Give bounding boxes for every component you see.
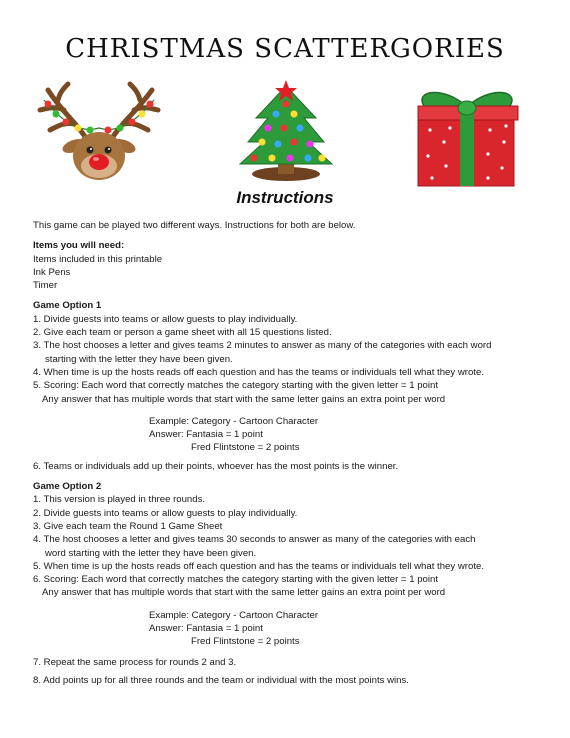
example-text: Example: Category - Cartoon Character [149,415,319,427]
list-item: 5. When time is up the hosts reads off each question and has the teams or individuals tell what they wrote. [33,560,484,572]
list-item: Any answer that has multiple words that start with the same letter gains an extra point per word [42,393,446,405]
list-item: Timer [33,280,58,292]
items-heading: Items you will need: [33,240,125,252]
list-item: 1. This version is played in three rounds. [33,494,206,506]
page-title: CHRISTMAS SCATTERGORIES [65,34,505,64]
example-text: Fred Flintstone = 2 points [191,636,300,648]
list-item: 2. Divide guests into teams or allow guests to play individually. [33,507,298,519]
example-text: Answer: Fantasia = 1 point [149,429,263,441]
gift-box-icon [404,86,530,188]
intro-text: This game can be played two different ways. Instructions for both are below. [33,220,356,231]
list-item: Items included in this printable [33,253,163,265]
list-item: 3. Give each team the Round 1 Game Sheet [33,520,223,532]
list-item: 8. Add points up for all three rounds and the team or individual with the most points wins. [33,674,409,686]
example-text: Answer: Fantasia = 1 point [149,623,263,635]
list-item: 3. The host chooses a letter and gives teams 2 minutes to answer as many of the categories with each word [33,340,492,352]
list-item: Ink Pens [33,266,71,278]
christmas-tree-icon [228,76,344,184]
example-text: Example: Category - Cartoon Character [149,609,319,621]
list-item: 4. When time is up the hosts reads off each question and has the teams or individuals tell what they wrote. [33,366,484,378]
list-item: 6. Teams or individuals add up their points, whoever has the most points is the winner. [33,460,399,472]
list-item: 2. Give each team or person a game sheet with all 15 questions listed. [33,327,332,339]
option1-heading: Game Option 1 [33,300,102,312]
list-item: starting with the letter they have been given. [45,353,233,365]
list-item: 6. Scoring: Each word that correctly matches the category starting with the given letter = 1 point [33,574,439,586]
list-item: Any answer that has multiple words that start with the same letter gains an extra point per word [42,587,446,599]
list-item: 7. Repeat the same process for rounds 2 and 3. [33,656,237,668]
reindeer-icon [34,80,164,184]
option2-heading: Game Option 2 [33,481,102,493]
list-item: 5. Scoring: Each word that correctly matches the category starting with the given letter = 1 point [33,380,439,392]
list-item: 4. The host chooses a letter and gives teams 30 seconds to answer as many of the categories with each [33,534,476,546]
instructions-body [33,219,553,687]
instructions-heading: Instructions [236,188,334,207]
list-item: 1. Divide guests into teams or allow guests to play individually. [33,313,298,325]
example-text: Fred Flintstone = 2 points [191,442,300,454]
list-item: word starting with the letter they have been given. [45,547,257,559]
